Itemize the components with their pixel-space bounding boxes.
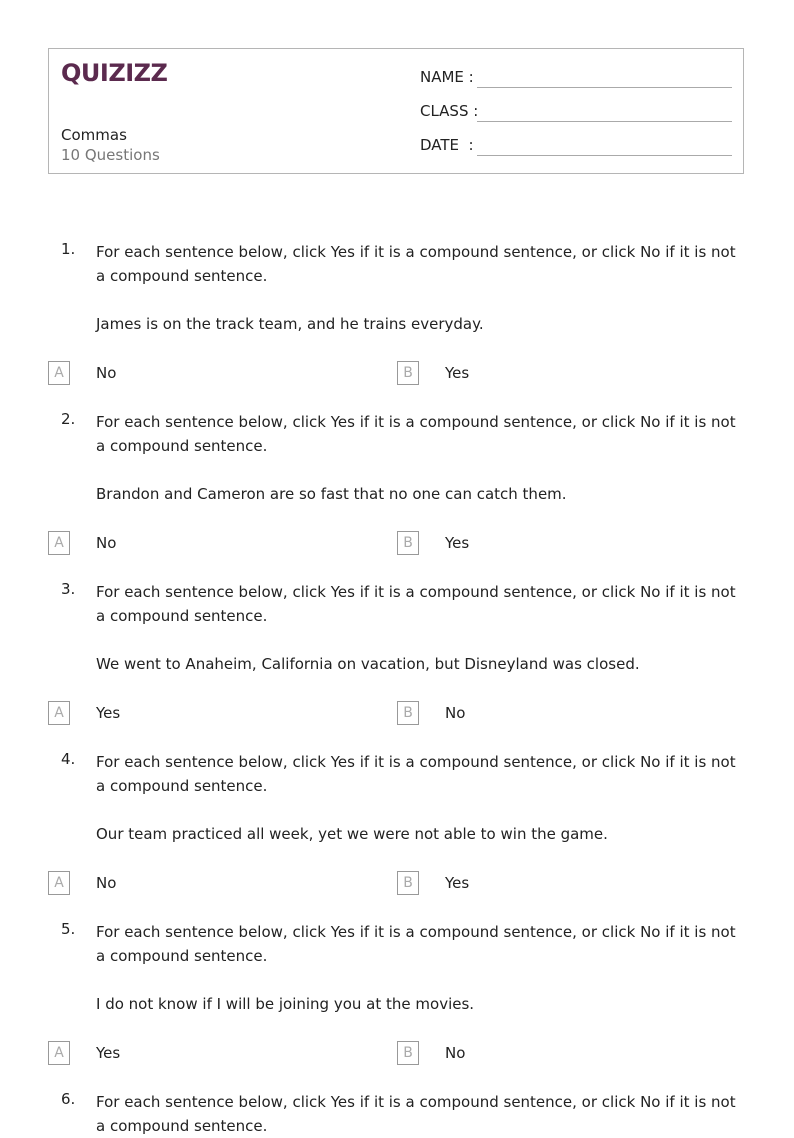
- question-count: 10 Questions: [61, 146, 160, 164]
- question-prompt: For each sentence below, click Yes if it is a compound sentence, or click No if it is not a compound sentence.: [96, 243, 736, 285]
- option-a-text[interactable]: Yes: [96, 704, 121, 722]
- option-a-box[interactable]: A: [48, 871, 70, 895]
- question-prompt: For each sentence below, click Yes if it is a compound sentence, or click No if it is not a compound sentence.: [96, 413, 736, 455]
- quizizz-logo: QUIZIZZ: [61, 59, 168, 87]
- question-sentence: Brandon and Cameron are so fast that no one can catch them.: [96, 485, 567, 503]
- option-a-text[interactable]: Yes: [96, 1044, 121, 1062]
- question-sentence: We went to Anaheim, California on vacation, but Disneyland was closed.: [96, 655, 640, 673]
- question-sentence: James is on the track team, and he trains everyday.: [96, 315, 484, 333]
- question-prompt: For each sentence below, click Yes if it is a compound sentence, or click No if it is not a compound sentence.: [96, 923, 736, 965]
- question-number: 6.: [61, 1090, 76, 1108]
- option-a-text[interactable]: No: [96, 874, 117, 892]
- class-label: CLASS :: [420, 102, 479, 120]
- question-prompt: For each sentence below, click Yes if it is a compound sentence, or click No if it is not a compound sentence.: [96, 583, 736, 625]
- option-b-box[interactable]: B: [397, 701, 419, 725]
- question-number: 4.: [61, 750, 76, 768]
- option-b-text[interactable]: Yes: [445, 874, 470, 892]
- option-a-box[interactable]: A: [48, 1041, 70, 1065]
- question-prompt: For each sentence below, click Yes if it is a compound sentence, or click No if it is not a compound sentence.: [96, 1093, 736, 1135]
- question-number: 3.: [61, 580, 76, 598]
- worksheet-title: Commas: [61, 126, 127, 144]
- option-b-box[interactable]: B: [397, 361, 419, 385]
- class-line: [477, 121, 732, 122]
- option-b-box[interactable]: B: [397, 531, 419, 555]
- name-label: NAME :: [420, 68, 474, 86]
- option-a-text[interactable]: No: [96, 534, 117, 552]
- option-b-box[interactable]: B: [397, 871, 419, 895]
- date-label: DATE :: [420, 136, 474, 154]
- question-prompt: For each sentence below, click Yes if it is a compound sentence, or click No if it is not a compound sentence.: [96, 753, 736, 795]
- option-b-text[interactable]: No: [445, 1044, 466, 1062]
- name-line: [477, 87, 732, 88]
- option-b-box[interactable]: B: [397, 1041, 419, 1065]
- question-sentence: Our team practiced all week, yet we were not able to win the game.: [96, 825, 608, 843]
- option-b-text[interactable]: Yes: [445, 534, 470, 552]
- worksheet-header: [48, 48, 744, 174]
- question-number: 1.: [61, 240, 76, 258]
- option-a-box[interactable]: A: [48, 531, 70, 555]
- date-line: [477, 155, 732, 156]
- question-sentence: I do not know if I will be joining you at the movies.: [96, 995, 475, 1013]
- option-a-text[interactable]: No: [96, 364, 117, 382]
- option-a-box[interactable]: A: [48, 701, 70, 725]
- option-b-text[interactable]: Yes: [445, 364, 470, 382]
- question-number: 5.: [61, 920, 76, 938]
- option-a-box[interactable]: A: [48, 361, 70, 385]
- question-number: 2.: [61, 410, 76, 428]
- option-b-text[interactable]: No: [445, 704, 466, 722]
